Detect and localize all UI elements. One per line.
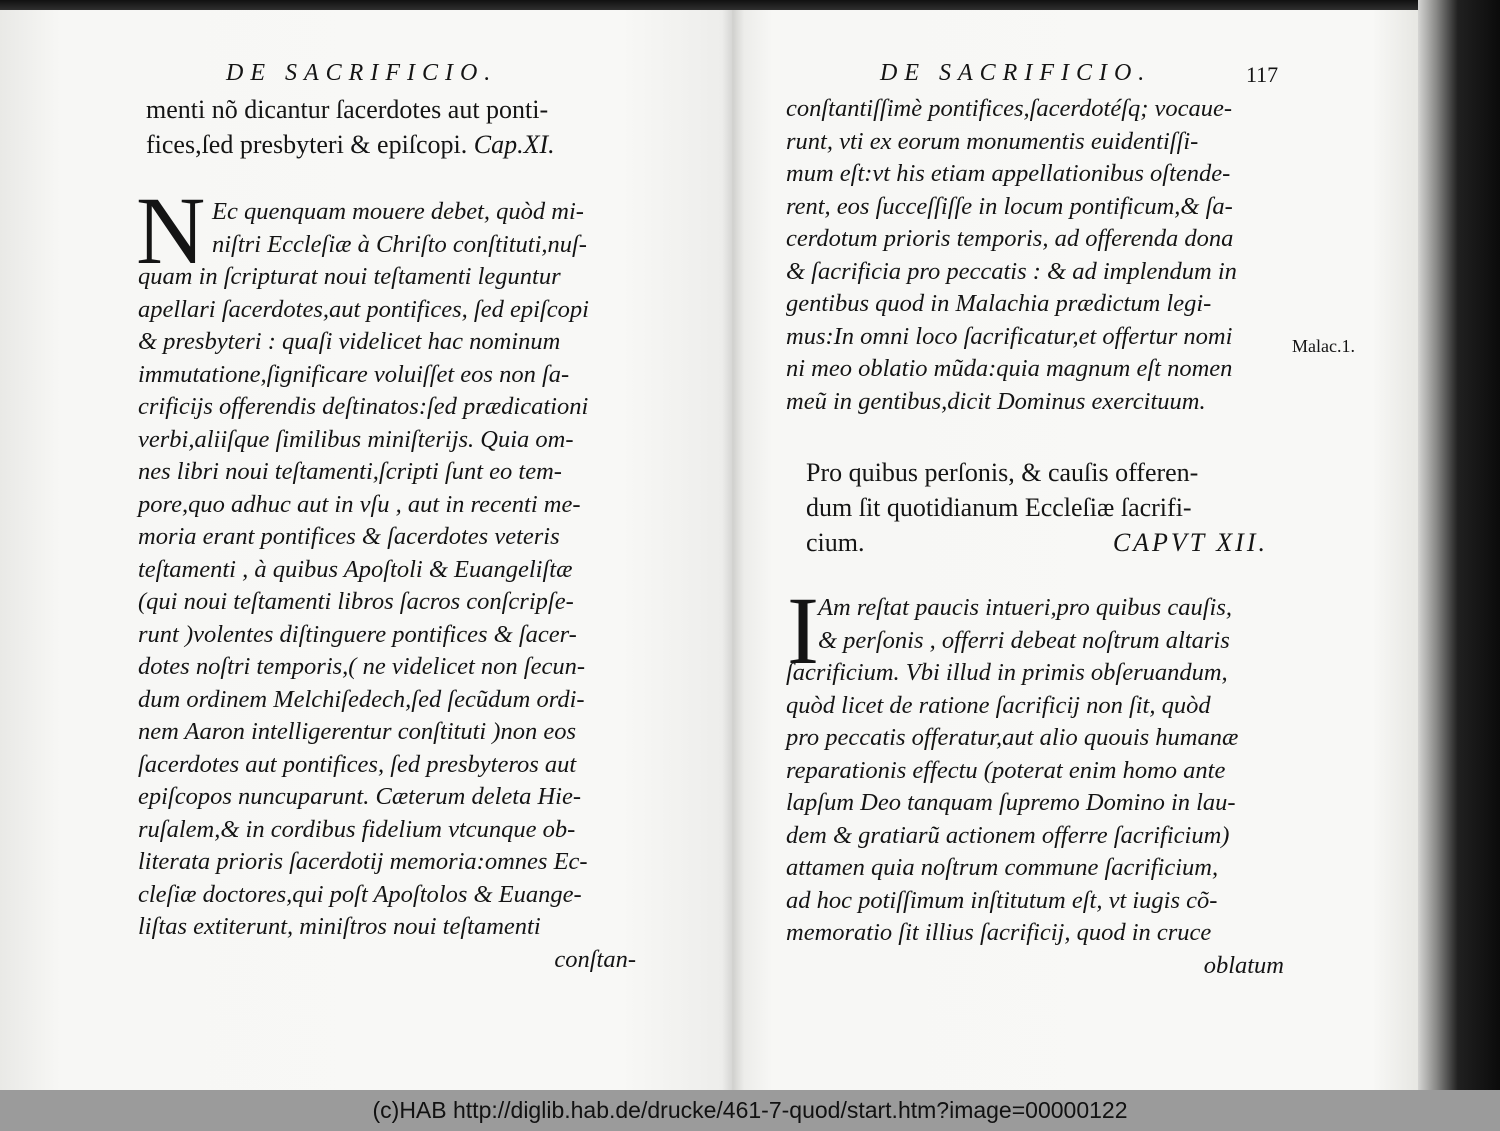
margin-note: Malac.1. bbox=[1292, 336, 1355, 356]
left-chapter-heading bbox=[146, 92, 555, 162]
text-line: pro peccatis offeratur,aut alio quouis humanæ bbox=[786, 724, 1239, 751]
text-line: apellari ſacerdotes,aut pontifices, ſed epiſcopi bbox=[138, 295, 589, 323]
heading-line: menti nõ dicantur ſacerdotes aut ponti- bbox=[146, 95, 549, 124]
page-edge-shadow bbox=[1418, 0, 1500, 1090]
text-line: runt, vti ex eorum monumentis euidentiſſi- bbox=[786, 127, 1199, 155]
text-line: & perſonis , offerri debeat noſtrum altaris bbox=[818, 626, 1230, 654]
heading-line: Pro quibus perſonis, & cauſis offeren- bbox=[806, 458, 1199, 487]
text-line: moria erant pontifices & ſacerdotes veteris bbox=[138, 523, 560, 550]
text-line: cleſiæ doctores,qui poſt Apoſtolos & Euange- bbox=[138, 880, 582, 908]
text-line: quòd licet de ratione ſacrificij non ſit, quòd bbox=[786, 691, 1211, 719]
heading-line: dum ſit quotidianum Eccleſiæ ſacrifi- bbox=[806, 493, 1192, 522]
left-first-lines bbox=[212, 196, 636, 261]
text-line: ſacerdotes aut pontifices, ſed presbyteros aut bbox=[138, 750, 577, 778]
text-line: niſtri Eccleſiæ à Chriſto conſtituti,nuſ- bbox=[212, 230, 587, 258]
text-line: pore,quo adhuc aut in vſu , aut in recenti me- bbox=[138, 490, 581, 518]
left-drop-cap: N bbox=[136, 177, 206, 284]
text-line: dotes noſtri temporis,( ne videlicet non ſecun- bbox=[138, 653, 586, 680]
copyright-footer: (c)HAB http://diglib.hab.de/drucke/461-7-quod/start.htm?image=00000122 bbox=[0, 1090, 1500, 1131]
text-line: nes libri noui teſtamenti,ſcripti ſunt eo tem- bbox=[138, 458, 562, 485]
right-chapter-heading bbox=[806, 455, 1268, 560]
text-line: attamen quia noſtrum commune ſacrificium, bbox=[786, 854, 1219, 881]
heading-text: fices,ſed presbyteri & epiſcopi. bbox=[146, 130, 468, 159]
text-line: Ec quenquam mouere debet, quòd mi- bbox=[212, 198, 584, 225]
heading-text: cium. bbox=[806, 528, 865, 557]
catchword: oblatum bbox=[1203, 951, 1284, 979]
text-line: reparationis effectu (poterat enim homo ante bbox=[786, 756, 1226, 784]
right-body-text bbox=[786, 657, 1284, 982]
chapter-number: CAPVT XII. bbox=[1112, 528, 1268, 557]
text-line: ad hoc potiſſimum inſtitutum eſt, vt iugis cõ- bbox=[786, 886, 1218, 914]
text-line: mus:In omni loco ſacrificatur,et offertur nomi bbox=[786, 322, 1233, 350]
text-line: liſtas extiterunt, miniſtros noui teſtamenti bbox=[138, 913, 541, 940]
text-line: quam in ſcripturat noui teſtamenti leguntur bbox=[138, 263, 561, 290]
page-number: 117 bbox=[1246, 62, 1279, 87]
text-line: ni meo oblatio mũda:quia magnum eſt nomen bbox=[786, 355, 1233, 382]
left-body-text bbox=[138, 261, 636, 976]
text-line: nem Aaron intelligerentur conſtituti )non eos bbox=[138, 718, 576, 745]
text-line: runt )volentes diſtinguere pontifices & ſacer- bbox=[138, 620, 577, 648]
text-line: cerdotum prioris temporis, ad offerenda dona bbox=[786, 225, 1234, 252]
text-line: Am reſtat paucis intueri,pro quibus cauſis, bbox=[818, 594, 1232, 621]
text-line: dum ordinem Melchiſedech,ſed ſecũdum ordi- bbox=[138, 685, 585, 713]
text-line: immutatione,ſignificare voluiſſet eos non ſa- bbox=[138, 360, 570, 388]
left-running-head: DE SACRIFICIO. bbox=[226, 60, 498, 86]
right-running-head: DE SACRIFICIO. bbox=[880, 60, 1152, 86]
text-line: rent, eos ſucceſſiſſe in locum pontificum,& ſa- bbox=[786, 192, 1233, 220]
heading-line bbox=[806, 525, 1268, 560]
text-line: ſacrificium. Vbi illud in primis obſeruandum, bbox=[786, 659, 1228, 686]
chapter-number: Cap.XI. bbox=[473, 130, 555, 159]
book-gutter bbox=[722, 10, 744, 1090]
catchword: conſtan- bbox=[554, 945, 636, 973]
text-line: (qui noui teſtamenti libros ſacros conſcripſe- bbox=[138, 588, 574, 615]
text-line: meũ in gentibus,dicit Dominus exercituum. bbox=[786, 387, 1206, 415]
text-line: epiſcopos nuncuparunt. Cæterum deleta Hie- bbox=[138, 783, 581, 810]
text-line: conſtantiſſimè pontifices,ſacerdotéſq; vocaue- bbox=[786, 95, 1233, 122]
text-line: crificijs offerendis deſtinatos:ſed prædicationi bbox=[138, 393, 589, 420]
right-drop-cap: I bbox=[787, 577, 819, 684]
text-line: memoratio ſit illius ſacrificij, quod in cruce bbox=[786, 919, 1212, 946]
text-line: teſtamenti , à quibus Apoſtoli & Euangeliſtæ bbox=[138, 555, 573, 583]
text-line: verbi,aliiſque ſimilibus miniſterijs. Quia om- bbox=[138, 425, 574, 453]
right-top-text bbox=[786, 93, 1284, 418]
text-line: mum eſt:vt his etiam appellationibus oſtende- bbox=[786, 160, 1231, 187]
text-line: gentibus quod in Malachia prædictum legi- bbox=[786, 290, 1212, 317]
text-line: & ſacrificia pro peccatis : & ad implendum in bbox=[786, 257, 1237, 285]
text-line: ruſalem,& in cordibus fidelium vtcunque ob- bbox=[138, 815, 576, 843]
heading-line bbox=[146, 127, 555, 162]
text-line: & presbyteri : quaſi videlicet hac nominum bbox=[138, 328, 561, 355]
text-line: lapſum Deo tanquam ſupremo Domino in lau- bbox=[786, 789, 1236, 816]
text-line: dem & gratiarũ actionem offerre ſacrificium) bbox=[786, 821, 1230, 849]
text-line: literata prioris ſacerdotij memoria:omnes Ec- bbox=[138, 848, 588, 875]
right-first-lines bbox=[818, 592, 1284, 657]
